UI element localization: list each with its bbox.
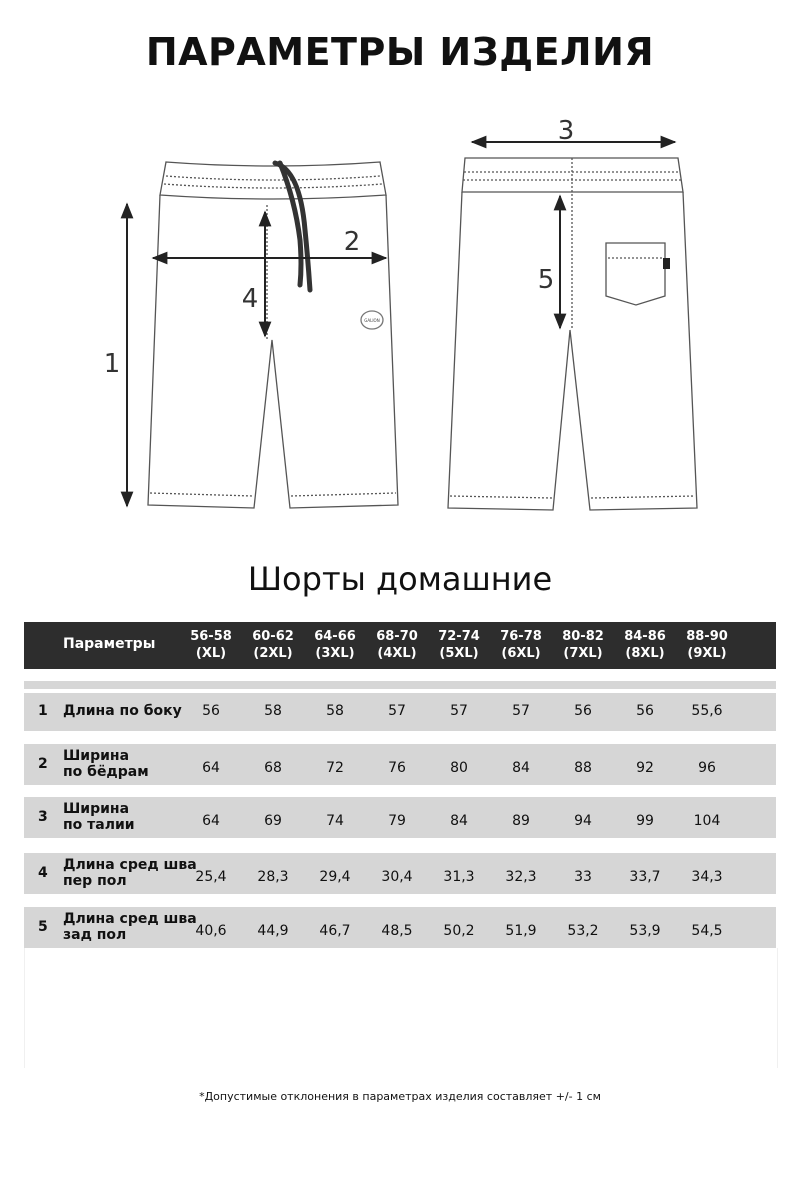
- size-label: (2XL): [253, 646, 293, 661]
- table-cell: 34,3: [691, 868, 723, 885]
- measure-label-5: 5: [537, 265, 555, 295]
- table-cell: 56: [202, 703, 220, 719]
- table-cell: 64: [202, 759, 220, 776]
- measure-label-4: 4: [241, 284, 259, 314]
- table-cell: 32,3: [505, 868, 537, 885]
- table-cell: 28,3: [257, 868, 289, 885]
- table-cell: 76: [388, 759, 406, 776]
- table-cell: 72: [326, 759, 344, 776]
- brand-tag: GALION: [364, 318, 380, 323]
- size-header: [369, 628, 425, 662]
- empty-area: [24, 948, 778, 1068]
- size-label: (3XL): [315, 646, 355, 661]
- row-number: 4: [38, 864, 48, 881]
- pocket-tab: [663, 258, 670, 269]
- size-header: [431, 628, 487, 662]
- footnote: *Допустимые отклонения в параметрах изделия составляет +/- 1 см: [199, 1090, 601, 1103]
- size-range: 64-66: [314, 629, 356, 644]
- table-cell: 40,6: [195, 922, 227, 939]
- table-cell: 92: [636, 759, 654, 776]
- size-header: [493, 628, 549, 662]
- row-number: 1: [38, 703, 48, 719]
- size-range: 84-86: [624, 629, 666, 644]
- drawstring: [275, 163, 310, 290]
- table-cell: 31,3: [443, 868, 475, 885]
- table-cell: 48,5: [381, 922, 413, 939]
- size-label: (4XL): [377, 646, 417, 661]
- table-cell: 29,4: [319, 868, 351, 885]
- measure-arrows-back: [472, 142, 675, 328]
- size-label: (7XL): [563, 646, 603, 661]
- size-label: (8XL): [625, 646, 665, 661]
- size-label: (XL): [195, 646, 227, 661]
- table-cell: 56: [574, 703, 592, 719]
- row-param-name: Ширина по талии: [63, 800, 135, 833]
- table-cell: 58: [326, 703, 344, 719]
- size-label: (6XL): [501, 646, 541, 661]
- size-header: [679, 628, 735, 662]
- measure-label-1: 1: [103, 349, 121, 379]
- table-cell: 84: [450, 812, 468, 829]
- table-cell: 96: [698, 759, 716, 776]
- table-cell: 57: [450, 703, 468, 719]
- table-row: [24, 693, 776, 731]
- table-cell: 56: [636, 703, 654, 719]
- table-cell: 68: [264, 759, 282, 776]
- size-header: [617, 628, 673, 662]
- table-cell: 44,9: [257, 922, 289, 939]
- table-cell: 46,7: [319, 922, 351, 939]
- size-range: 56-58: [190, 629, 232, 644]
- param-header: Параметры: [63, 636, 156, 652]
- front-view: [148, 162, 398, 508]
- table-cell: 89: [512, 812, 530, 829]
- table-cell: 33,7: [629, 868, 661, 885]
- table-cell: 53,9: [629, 922, 661, 939]
- table-cell: 79: [388, 812, 406, 829]
- table-row: [24, 744, 776, 785]
- size-range: 88-90: [686, 629, 728, 644]
- table-cell: 30,4: [381, 868, 413, 885]
- size-header: [307, 628, 363, 662]
- size-range: 80-82: [562, 629, 604, 644]
- table-cell: 104: [693, 812, 721, 829]
- measure-label-2: 2: [343, 227, 361, 257]
- size-label: (9XL): [687, 646, 727, 661]
- table-cell: 57: [388, 703, 406, 719]
- table-cell: 69: [264, 812, 282, 829]
- table-cell: 88: [574, 759, 592, 776]
- table-row: [24, 853, 776, 894]
- row-number: 5: [38, 918, 48, 935]
- table-cell: 58: [264, 703, 282, 719]
- shorts-diagram: [0, 100, 800, 530]
- row-param-name: Длина сред шва пер пол: [63, 856, 197, 889]
- size-range: 72-74: [438, 629, 480, 644]
- size-header: [555, 628, 611, 662]
- table-header: [24, 622, 776, 669]
- table-cell: 99: [636, 812, 654, 829]
- table-cell: 25,4: [195, 868, 227, 885]
- table-cell: 53,2: [567, 922, 599, 939]
- table-cell: 57: [512, 703, 530, 719]
- measure-label-3: 3: [557, 116, 575, 146]
- table-cell: 33: [574, 868, 592, 885]
- row-param-name: Ширина по бёдрам: [63, 747, 149, 780]
- table-row: [24, 797, 776, 838]
- size-header: [183, 628, 239, 662]
- back-view: [448, 158, 697, 510]
- table-cell: 55,6: [691, 703, 723, 719]
- row-param-name: Длина по боку: [63, 703, 182, 719]
- spacer-bar: [24, 681, 776, 689]
- size-range: 76-78: [500, 629, 542, 644]
- size-label: (5XL): [439, 646, 479, 661]
- table-cell: 84: [512, 759, 530, 776]
- page-title: ПАРАМЕТРЫ ИЗДЕЛИЯ: [145, 30, 655, 74]
- size-header: [245, 628, 301, 662]
- table-cell: 74: [326, 812, 344, 829]
- table-cell: 50,2: [443, 922, 475, 939]
- table-cell: 51,9: [505, 922, 537, 939]
- table-cell: 80: [450, 759, 468, 776]
- row-param-name: Длина сред шва зад пол: [63, 910, 197, 943]
- table-row: [24, 907, 776, 948]
- row-number: 3: [38, 808, 48, 825]
- size-range: 68-70: [376, 629, 418, 644]
- row-number: 2: [38, 755, 48, 772]
- product-title: Шорты домашние: [247, 560, 553, 598]
- table-cell: 64: [202, 812, 220, 829]
- size-range: 60-62: [252, 629, 294, 644]
- table-cell: 54,5: [691, 922, 723, 939]
- table-cell: 94: [574, 812, 592, 829]
